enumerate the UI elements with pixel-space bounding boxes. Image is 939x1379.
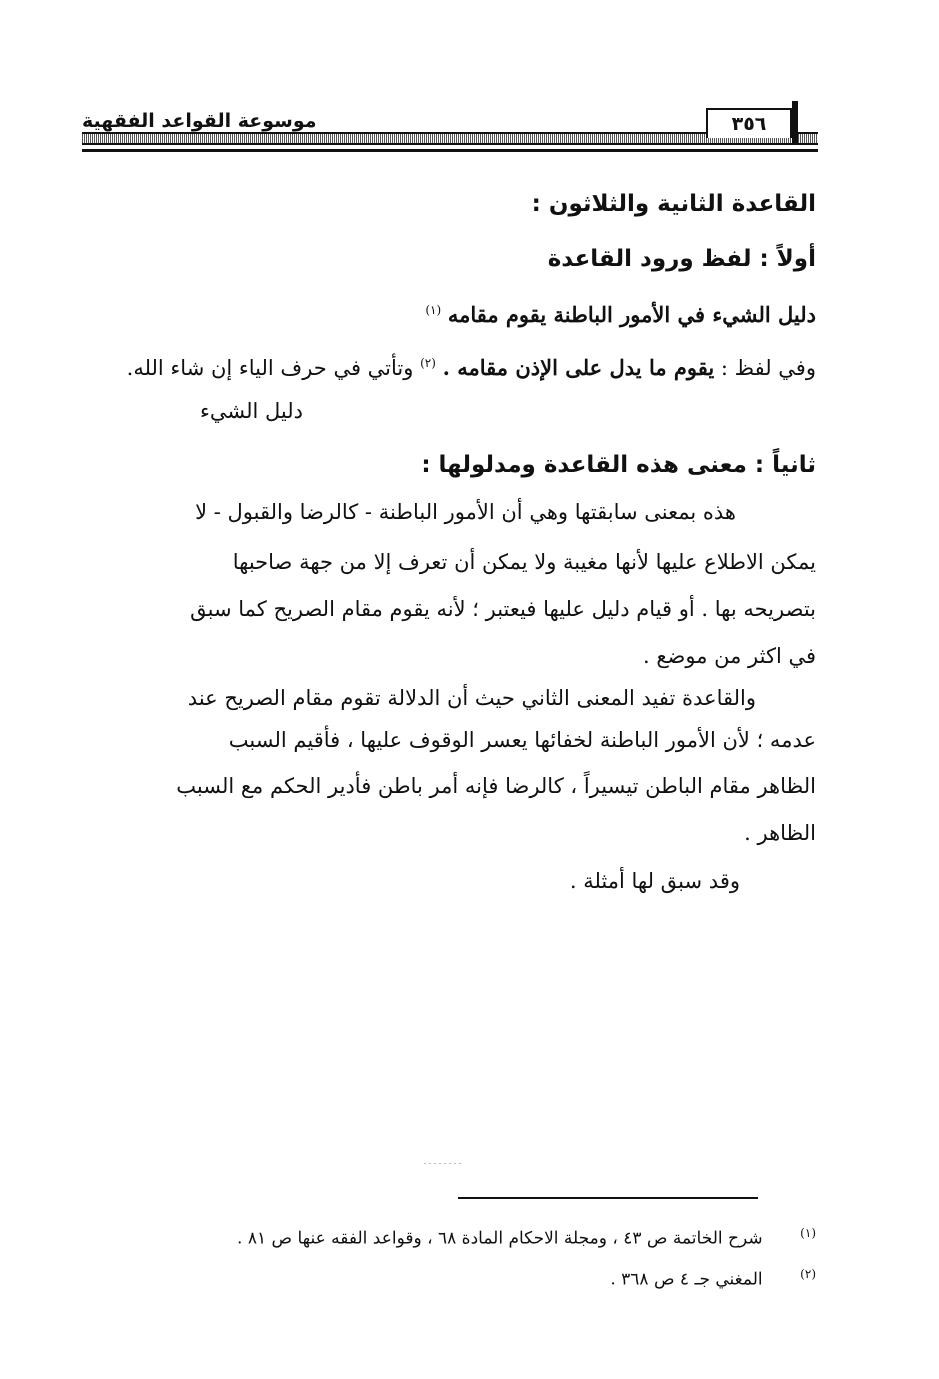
footnote-1-text: شرح الخاتمة ص ٤٣ ، ومجلة الاحكام المادة ٦٨ ، وقواعد الفقه عنها ص ٨١ .	[237, 1228, 763, 1249]
rule-text-line	[80, 290, 816, 335]
footnote-rule	[458, 1197, 758, 1199]
p3-line-1: وقد سبق لها أمثلة .	[569, 869, 740, 893]
footnote-2	[140, 1259, 816, 1295]
short-line: دليل الشيء	[200, 399, 304, 423]
scan-speck	[424, 1163, 464, 1164]
variant-line	[80, 343, 816, 388]
rule-text: دليل الشيء في الأمور الباطنة يقوم مقامه	[447, 302, 816, 327]
variant-prefix: وفي لفظ :	[720, 356, 816, 380]
footnote-2-text: المغني جـ ٤ ص ٣٦٨ .	[610, 1269, 763, 1290]
footnote-2-number: (٢)	[800, 1267, 816, 1281]
p1-line-2: يمكن الاطلاع عليها لأنها مغيبة ولا يمكن أن تعرف إلا من جهة صاحبها	[232, 550, 816, 574]
p2-line-1: والقاعدة تفيد المعنى الثاني حيث أن الدلالة تقوم مقام الصريح عند	[187, 686, 756, 710]
footnote-1-number: (١)	[800, 1226, 816, 1240]
section2-heading: ثانياً : معنى هذه القاعدة ومدلولها :	[421, 452, 816, 478]
rule-heading: القاعدة الثانية والثلاثون :	[531, 191, 816, 217]
page-number: ٣٥٦	[706, 108, 792, 138]
p2-line-3: الظاهر مقام الباطن تيسيراً ، كالرضا فإنه أمر باطن فأدير الحكم مع السبب	[176, 774, 816, 798]
p1-line-3: بتصريحه بها . أو قيام دليل عليها فيعتبر ؛ لأنه يقوم مقام الصريح كما سبق	[190, 597, 816, 621]
variant-bold: يقوم ما يدل على الإذن مقامه .	[442, 355, 715, 380]
header-bar	[792, 101, 798, 145]
footnote-ref-1: (١)	[425, 303, 442, 317]
footnote-1	[140, 1218, 816, 1254]
p2-line-2: عدمه ؛ لأن الأمور الباطنة لخفائها يعسر الوقوف عليها ، فأقيم السبب	[228, 728, 816, 752]
footnote-ref-2: (٢)	[420, 356, 436, 370]
p1-line-4: في اكثر من موضع .	[642, 644, 816, 668]
header-rule	[82, 149, 818, 152]
section1-heading: أولاً : لفظ ورود القاعدة	[547, 246, 816, 272]
p2-line-4: الظاهر .	[744, 821, 816, 845]
variant-suffix: وتأتي في حرف الياء إن شاء الله.	[126, 356, 414, 380]
running-title: موسوعة القواعد الفقهية	[82, 110, 317, 132]
p1-line-1: هذه بمعنى سابقتها وهي أن الأمور الباطنة - كالرضا والقبول - لا	[195, 500, 736, 524]
